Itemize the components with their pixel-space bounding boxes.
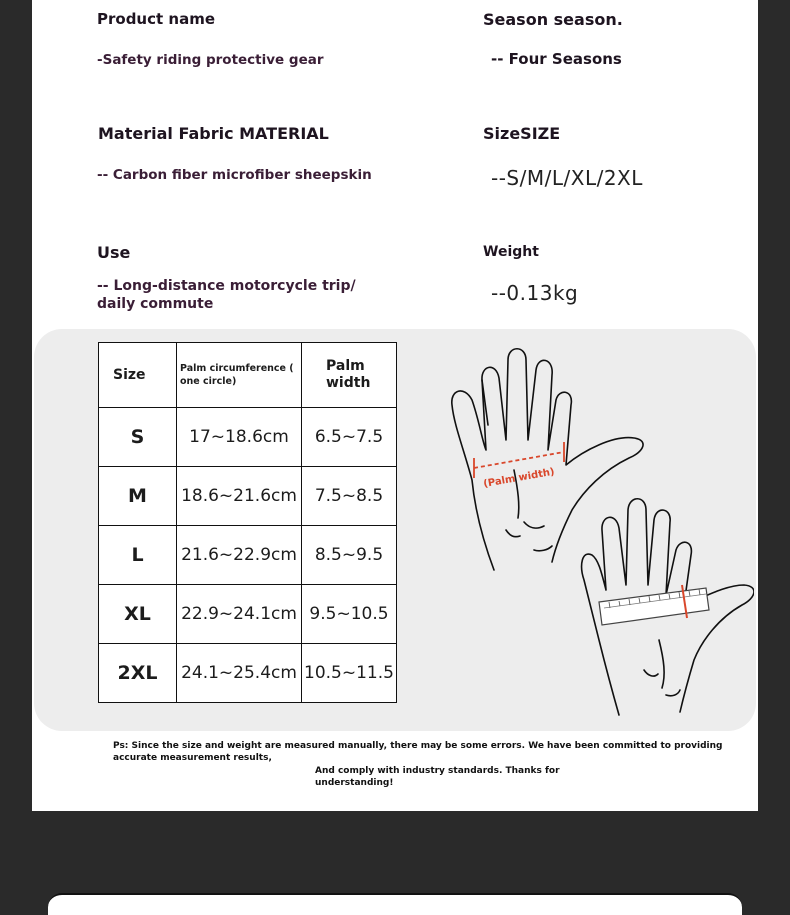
palm-width-header <box>302 343 397 408</box>
material-value: -- Carbon fiber microfiber sheepskin <box>97 167 372 183</box>
table-row <box>99 526 397 585</box>
size-cell: S <box>99 408 177 467</box>
weight-label: Weight <box>483 244 539 260</box>
product-name-label: Product name <box>97 10 216 28</box>
size-label: SizeSIZE <box>483 124 561 143</box>
note-line2: accurate measurement results, <box>113 753 272 763</box>
hand-measurement-illustration <box>444 340 754 720</box>
size-column-header: Size <box>99 343 177 408</box>
palm-circumference-header-line1: Palm circumference ( <box>180 363 294 374</box>
width-cell: 8.5~9.5 <box>302 526 397 585</box>
palm-width-tag: (Palm width) <box>482 466 556 490</box>
use-value-line1: -- Long-distance motorcycle trip/ <box>97 278 356 294</box>
season-value: -- Four Seasons <box>491 50 622 68</box>
product-spec-sheet <box>32 0 758 811</box>
table-row <box>99 408 397 467</box>
product-name-value: -Safety riding protective gear <box>97 52 324 68</box>
palm-circumference-header <box>177 343 302 408</box>
table-row <box>99 467 397 526</box>
size-cell: L <box>99 526 177 585</box>
size-table <box>98 342 397 703</box>
season-label: Season season. <box>483 10 623 29</box>
palm-circumference-header-line2: one circle) <box>180 376 237 387</box>
circumference-cell: 21.6~22.9cm <box>177 526 302 585</box>
size-table-header-row <box>99 343 397 408</box>
note-line1: Ps: Since the size and weight are measured manually, there may be some errors. We have been committed to providing <box>113 741 723 751</box>
next-section-edge <box>48 893 742 915</box>
use-value-line2: daily commute <box>97 296 214 312</box>
size-value: --S/M/L/XL/2XL <box>491 166 643 190</box>
palm-width-header-line1: Palm <box>326 358 365 374</box>
material-label: Material Fabric MATERIAL <box>98 124 329 143</box>
note-line3: And comply with industry standards. Thanks for <box>315 766 560 776</box>
use-label: Use <box>97 243 131 262</box>
weight-value: --0.13kg <box>491 281 579 305</box>
circumference-cell: 22.9~24.1cm <box>177 585 302 644</box>
width-cell: 9.5~10.5 <box>302 585 397 644</box>
size-cell: XL <box>99 585 177 644</box>
palm-width-header-line2: width <box>326 375 371 391</box>
circumference-cell: 24.1~25.4cm <box>177 644 302 703</box>
circumference-cell: 17~18.6cm <box>177 408 302 467</box>
width-cell: 6.5~7.5 <box>302 408 397 467</box>
size-cell: M <box>99 467 177 526</box>
table-row <box>99 644 397 703</box>
circumference-cell: 18.6~21.6cm <box>177 467 302 526</box>
size-cell: 2XL <box>99 644 177 703</box>
note-line4: understanding! <box>315 778 394 788</box>
width-cell: 7.5~8.5 <box>302 467 397 526</box>
table-row <box>99 585 397 644</box>
width-cell: 10.5~11.5 <box>302 644 397 703</box>
